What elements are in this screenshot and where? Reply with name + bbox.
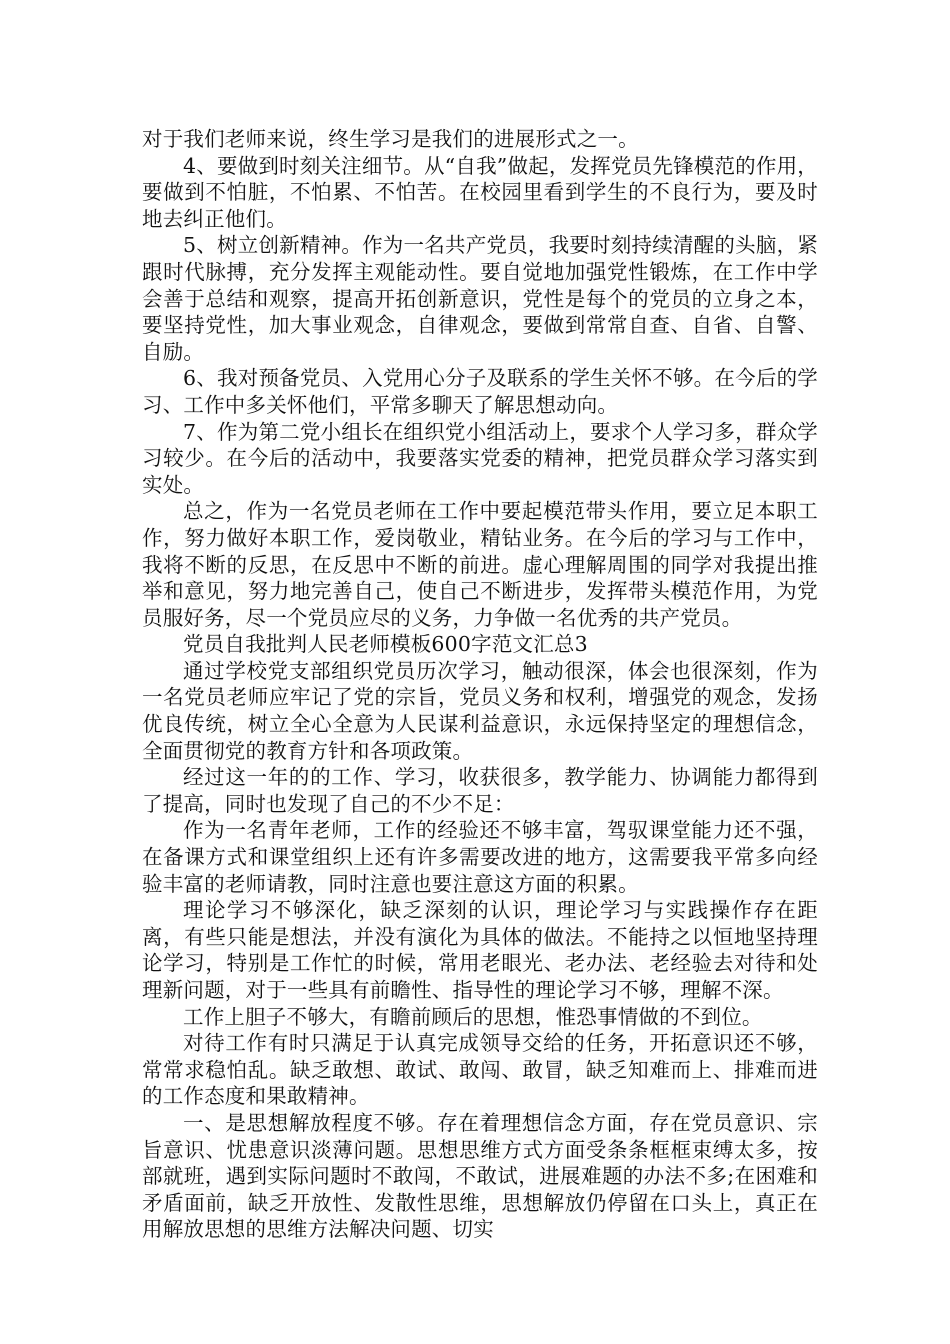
document-body [142,126,818,1243]
paragraph: 4、要做到时刻关注细节。从“自我”做起，发挥党员先锋模范的作用，要做到不怕脏，不怕累、不怕苦。在校园里看到学生的不良行为，要及时地去纠正他们。 [142,153,818,231]
paragraph: 对待工作有时只满足于认真完成领导交给的任务，开拓意识还不够，常常求稳怕乱。缺乏敢想、敢试、敢闯、敢冒，缺乏知难而上、排难而进的工作态度和果敢精神。 [142,1031,818,1109]
paragraph: 作为一名青年老师，工作的经验还不够丰富，驾驭课堂能力还不强，在备课方式和课堂组织上还有许多需要改进的地方，这需要我平常多向经验丰富的老师请教，同时注意也要注意这方面的积累。 [142,818,818,896]
paragraph: 7、作为第二党小组长在组织党小组活动上，要求个人学习多，群众学习较少。在今后的活动中，我要落实党委的精神，把党员群众学习落实到实处。 [142,419,818,497]
paragraph: 通过学校党支部组织党员历次学习，触动很深，体会也很深刻，作为一名党员老师应牢记了党的宗旨，党员义务和权利，增强党的观念，发扬优良传统，树立全心全意为人民谋利益意识，永远保持坚定的理想信念，全面贯彻党的教育方针和各项政策。 [142,658,818,763]
paragraph: 6、我对预备党员、入党用心分子及联系的学生关怀不够。在今后的学习、工作中多关怀他们，平常多聊天了解思想动向。 [142,366,818,417]
paragraph: 5、树立创新精神。作为一名共产党员，我要时刻持续清醒的头脑，紧跟时代脉搏，充分发挥主观能动性。要自觉地加强党性锻炼，在工作中学会善于总结和观察，提高开拓创新意识，党性是每个的党员的立身之本，要坚持党性，加大事业观念，自律观念，要做到常常自查、自省、自警、自励。 [142,233,818,364]
paragraph: 理论学习不够深化，缺乏深刻的认识，理论学习与实践操作存在距离，有些只能是想法，并没有演化为具体的做法。不能持之以恒地坚持理论学习，特别是工作忙的时候，常用老眼光、老办法、老经验去对待和处理新问题，对于一些具有前瞻性、指导性的理论学习不够，理解不深。 [142,898,818,1002]
paragraph: 总之，作为一名党员老师在工作中要起模范带头作用，要立足本职工作，努力做好本职工作，爱岗敬业，精钻业务。在今后的学习与工作中，我将不断的反思，在反思中不断的前进。虚心理解周围的同学对我提出推举和意见，努力地完善自己，使自己不断进步，发挥带头模范作用，为党员服好务，尽一个党员应尽的义务，力争做一名优秀的共产党员。 [142,499,818,630]
paragraph: 工作上胆子不够大，有瞻前顾后的思想，惟恐事情做的不到位。 [183,1004,763,1029]
paragraph: 经过这一年的的工作、学习，收获很多，教学能力、协调能力都得到了提高，同时也发现了自己的不少不足： [142,765,818,816]
paragraph: 对于我们老师来说，终生学习是我们的进展形式之一。 [142,127,639,151]
paragraph: 一、是思想解放程度不够。存在着理想信念方面，存在党员意识、宗旨意识、忧患意识淡薄问题。思想思维方式方面受条条框框束缚太多，按部就班，遇到实际问题时不敢闯，不敢试，进展难题的办法不多;在困难和矛盾面前，缺乏开放性、发散性思维，思想解放仍停留在口头上，真正在用解放思想的思维方法解决问题、切实 [142,1110,818,1242]
section-heading: 党员自我批判人民老师模板600字范文汇总3 [183,632,588,657]
